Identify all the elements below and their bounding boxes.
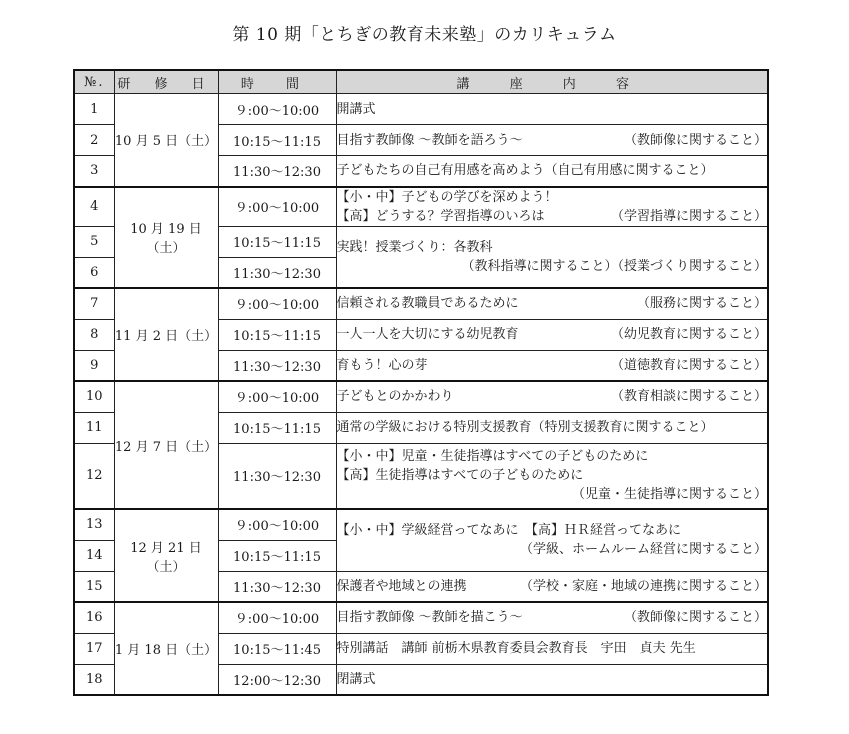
content-line	[337, 485, 768, 504]
course-title: 目指す教師像 〜教師を語ろう〜	[336, 132, 523, 148]
course-content	[336, 412, 768, 443]
table-row	[74, 602, 768, 633]
course-title: 育もう！心の芽	[336, 357, 428, 373]
course-category: （学習指導に関すること）	[610, 208, 767, 224]
table-row	[74, 94, 768, 125]
row-number: 14	[74, 540, 114, 571]
row-number: 1	[74, 94, 114, 125]
course-category: （教科指導に関すること）（授業づくり関すること）	[461, 258, 767, 274]
course-title: 目指す教師像 〜教師を描こう〜	[336, 610, 523, 626]
content-line	[337, 207, 768, 226]
session-date: 10 月 5 日（土）	[114, 94, 218, 187]
course-category: （教育相談に関すること）	[610, 389, 767, 405]
content-line	[337, 521, 768, 540]
row-number: 11	[74, 412, 114, 443]
course-title: 【高】どうする？学習指導のいろは	[336, 208, 545, 224]
content-line	[337, 100, 768, 119]
row-number: 10	[74, 381, 114, 412]
time-slot: 10:15〜11:15	[218, 125, 336, 156]
course-content	[336, 509, 768, 571]
time-slot: 10:15〜11:45	[218, 633, 336, 664]
content-line	[337, 608, 768, 627]
course-title: 子どもたちの自己有用感を高めよう（自己有用感に関すること）	[336, 163, 714, 179]
row-number: 7	[74, 288, 114, 319]
content-line	[337, 639, 768, 658]
row-number: 16	[74, 602, 114, 633]
content-line	[337, 387, 768, 406]
row-number: 6	[74, 257, 114, 288]
course-content	[336, 381, 768, 412]
row-number: 17	[74, 633, 114, 664]
course-category: （学級、ホームルーム経営に関すること）	[519, 542, 767, 558]
course-content	[336, 350, 768, 381]
course-title: 保護者や地域との連携	[336, 578, 467, 594]
course-title: 子どもとのかかわり	[336, 389, 454, 405]
content-line	[337, 257, 768, 276]
course-title: 開講式	[336, 101, 376, 117]
content-line	[337, 466, 768, 485]
time-slot: 11:30〜12:30	[218, 571, 336, 602]
row-number: 13	[74, 509, 114, 540]
course-content	[336, 288, 768, 319]
curriculum-table	[73, 69, 769, 696]
course-content	[336, 664, 768, 695]
course-content	[336, 319, 768, 350]
course-content	[336, 443, 768, 509]
course-category: （道徳教育に関すること）	[610, 357, 767, 373]
course-category: （幼児教育に関すること）	[610, 327, 767, 342]
course-title: 実践！授業づくり：各教科	[336, 239, 493, 255]
course-title: 【小・中】子どもの学びを深めよう！	[336, 189, 558, 205]
course-content	[336, 602, 768, 633]
header-row	[74, 70, 768, 94]
content-line	[337, 356, 768, 375]
course-content	[336, 187, 768, 227]
course-content	[336, 156, 768, 187]
time-slot: 10:15〜11:15	[218, 319, 336, 350]
course-content	[336, 226, 768, 288]
time-slot: ９:00〜10:00	[218, 509, 336, 540]
row-number: 3	[74, 156, 114, 187]
table-row	[74, 381, 768, 412]
content-line	[337, 294, 768, 313]
session-date: 10 月 19 日（土）	[114, 187, 218, 289]
course-title: 通常の学級における特別支援教育（特別支援教育に関すること）	[336, 420, 714, 435]
course-title: 信頼される教職員であるために	[336, 296, 519, 312]
content-line	[337, 325, 768, 344]
time-slot: 10:15〜11:15	[218, 412, 336, 443]
time-slot: ９:00〜10:00	[218, 187, 336, 227]
header-no: №.	[74, 70, 114, 94]
header-content: 講 座 内 容	[336, 70, 768, 94]
row-number: 9	[74, 350, 114, 381]
course-category: （服務に関すること）	[636, 296, 767, 312]
time-slot: ９:00〜10:00	[218, 94, 336, 125]
course-title: 【高】生徒指導はすべての子どものために	[336, 468, 584, 484]
header-date: 研 修 日	[114, 70, 218, 94]
course-category: （児童・生徒指導に関すること）	[571, 487, 767, 503]
content-line	[337, 540, 768, 559]
time-slot: 11:30〜12:30	[218, 443, 336, 509]
course-title: 閉講式	[336, 671, 376, 687]
course-title: 一人一人を大切にする幼児教育	[336, 327, 519, 342]
time-slot: 11:30〜12:30	[218, 257, 336, 288]
course-title: 【小・中】児童・生徒指導はすべての子どものために	[336, 449, 649, 465]
course-content	[336, 571, 768, 602]
course-content	[336, 633, 768, 664]
session-date: 12 月 7 日（土）	[114, 381, 218, 509]
content-line	[337, 161, 768, 180]
row-number: 5	[74, 226, 114, 257]
time-slot: ９:00〜10:00	[218, 288, 336, 319]
time-slot: 10:15〜11:15	[218, 226, 336, 257]
content-line	[337, 188, 768, 207]
course-title: 【小・中】学級経営ってなあに 【高】ＨＲ経営ってなあに	[336, 523, 682, 539]
content-line	[337, 418, 768, 437]
content-line	[337, 670, 768, 689]
content-line	[337, 131, 768, 150]
course-title: 特別講話 講師 前栃木県教育委員会教育長 宇田 貞夫 先生	[336, 641, 696, 656]
table-row	[74, 509, 768, 540]
course-content	[336, 94, 768, 125]
row-number: 12	[74, 443, 114, 509]
row-number: 4	[74, 187, 114, 227]
time-slot: ９:00〜10:00	[218, 602, 336, 633]
row-number: 2	[74, 125, 114, 156]
time-slot: 11:30〜12:30	[218, 350, 336, 381]
course-content	[336, 125, 768, 156]
table-row	[74, 288, 768, 319]
time-slot: 12:00〜12:30	[218, 664, 336, 695]
header-time: 時 間	[218, 70, 336, 94]
course-category: （学校・家庭・地域の連携に関すること）	[519, 578, 767, 594]
session-date: 12 月 21 日（土）	[114, 509, 218, 602]
content-line	[337, 447, 768, 466]
row-number: 15	[74, 571, 114, 602]
row-number: 18	[74, 664, 114, 695]
time-slot: ９:00〜10:00	[218, 381, 336, 412]
content-line	[337, 577, 768, 596]
time-slot: 10:15〜11:15	[218, 540, 336, 571]
session-date: 1 月 18 日（土）	[114, 602, 218, 695]
course-category: （教師像に関すること）	[623, 132, 767, 148]
page-title: 第 10 期「とちぎの教育未来塾」のカリキュラム	[232, 25, 617, 45]
course-category: （教師像に関すること）	[623, 610, 767, 626]
session-date: 11 月 2 日（土）	[114, 288, 218, 381]
content-line	[337, 238, 768, 257]
table-row	[74, 187, 768, 227]
time-slot: 11:30〜12:30	[218, 156, 336, 187]
row-number: 8	[74, 319, 114, 350]
